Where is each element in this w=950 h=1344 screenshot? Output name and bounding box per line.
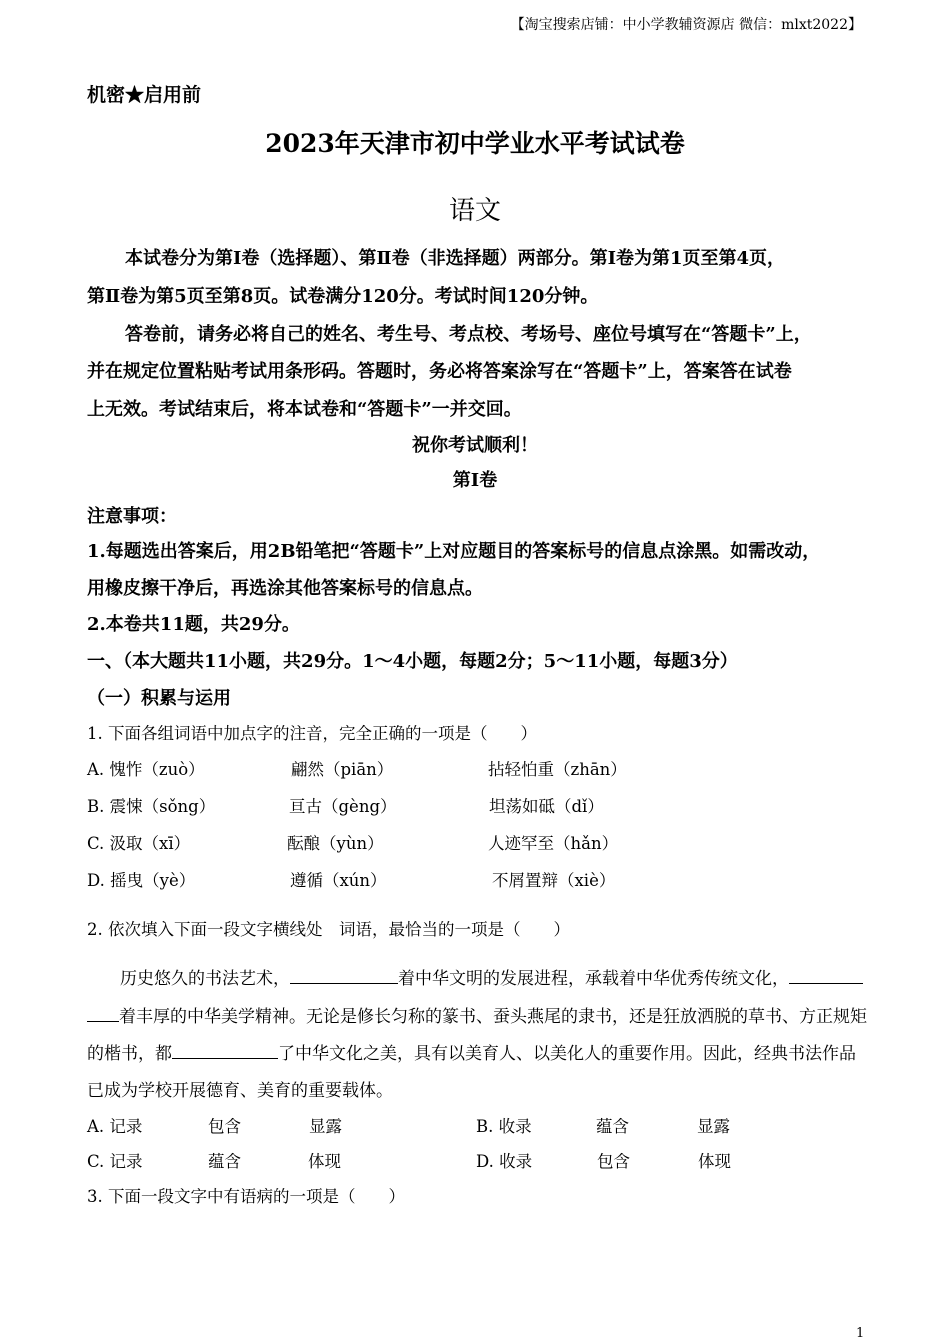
section-heading: 一、（本大题共11小题，共29分。1～4小题，每题2分；5～11小题，每题3分） xyxy=(87,651,738,672)
passage-text: 着中华文明的发展进程，承载着中华优秀传统文化， xyxy=(398,969,789,989)
q2-option-d: D. 收录 xyxy=(476,1152,533,1171)
secret-mark: 机密★启用前 xyxy=(87,84,202,106)
subsection-heading: （一）积累与运用 xyxy=(87,688,231,709)
q2-option-c: 蕴含 xyxy=(208,1152,241,1171)
fill-blank xyxy=(290,965,398,984)
fill-blank xyxy=(87,1003,119,1022)
q1-option-a: A. 愧怍（zuò） xyxy=(87,760,205,779)
passage-text: 历史悠久的书法艺术， xyxy=(120,969,290,989)
passage-line xyxy=(120,964,863,989)
passage-line: 已成为学校开展德育、美育的重要载体。 xyxy=(87,1081,393,1101)
page-number: 1 xyxy=(856,1326,865,1341)
passage-line xyxy=(87,1039,856,1064)
q1-option-b: B. 震悚（sǒng） xyxy=(87,797,216,816)
q2-option-a: 包含 xyxy=(208,1117,241,1136)
question-stem: 1. 下面各组词语中加点字的注音，完全正确的一项是（ ） xyxy=(87,724,537,743)
q2-option-b: B. 收录 xyxy=(476,1117,532,1136)
notice-item: 2.本卷共11题，共29分。 xyxy=(87,614,300,635)
q2-option-d: 体现 xyxy=(698,1152,731,1171)
subject-title: 语文 xyxy=(448,196,501,226)
passage-text: 了中华文化之美，具有以美育人、以美化人的重要作用。因此，经典书法作品 xyxy=(278,1044,856,1064)
q2-option-a: A. 记录 xyxy=(87,1117,143,1136)
header-note: 【淘宝搜索店铺：中小学教辅资源店 微信：mlxt2022】 xyxy=(510,17,862,33)
q1-option-a: 翩然（piān） xyxy=(291,760,394,779)
q2-option-d: 包含 xyxy=(597,1152,630,1171)
fill-blank xyxy=(172,1040,278,1059)
q2-option-b: 蕴含 xyxy=(596,1117,629,1136)
intro-line: 上无效。考试结束后，将本试卷和“答题卡”一并交回。 xyxy=(87,399,522,420)
passage-line xyxy=(87,1002,867,1027)
q1-option-d: 不屑置辩（xiè） xyxy=(492,871,616,890)
q2-option-a: 显露 xyxy=(309,1117,342,1136)
intro-line: 答卷前，请务必将自己的姓名、考生号、考点校、考场号、座位号填写在“答题卡”上， xyxy=(125,324,812,345)
q1-option-d: D. 摇曳（yè） xyxy=(87,871,196,890)
q1-option-c: 人迹罕至（hǎn） xyxy=(488,834,619,853)
blessing: 祝你考试顺利！ xyxy=(412,435,538,456)
q1-option-a: 拈轻怕重（zhān） xyxy=(488,760,627,779)
passage-text: 的楷书，都 xyxy=(87,1044,172,1064)
passage-text: 着丰厚的中华美学精神。无论是修长匀称的篆书、蚕头燕尾的隶书，还是狂放洒脱的草书、方正规矩 xyxy=(119,1007,867,1027)
question-stem: 3. 下面一段文字中有语病的一项是（ ） xyxy=(87,1187,405,1206)
q2-option-c: 体现 xyxy=(308,1152,341,1171)
page-title: 2023年天津市初中学业水平考试试卷 xyxy=(265,129,685,158)
q1-option-c: C. 汲取（xī） xyxy=(87,834,191,853)
q1-option-d: 遵循（xún） xyxy=(290,871,387,890)
volume-title: 第Ⅰ卷 xyxy=(452,470,498,491)
notice-heading: 注意事项： xyxy=(87,506,177,527)
q1-option-b: 亘古（gèng） xyxy=(289,797,397,816)
q1-option-b: 坦荡如砥（dǐ） xyxy=(489,797,604,816)
intro-line: 本试卷分为第Ⅰ卷（选择题）、第Ⅱ卷（非选择题）两部分。第Ⅰ卷为第1页至第4页， xyxy=(125,248,786,269)
q2-option-c: C. 记录 xyxy=(87,1152,143,1171)
question-stem: 2. 依次填入下面一段文字横线处 词语，最恰当的一项是（ ） xyxy=(87,920,570,939)
q1-option-c: 酝酿（yùn） xyxy=(287,834,384,853)
notice-item: 用橡皮擦干净后，再选涂其他答案标号的信息点。 xyxy=(87,578,483,599)
fill-blank xyxy=(789,965,863,984)
notice-item: 1.每题选出答案后，用2B铅笔把“答题卡”上对应题目的答案标号的信息点涂黑。如需改动， xyxy=(87,541,821,562)
q2-option-b: 显露 xyxy=(697,1117,730,1136)
intro-line: 并在规定位置粘贴考试用条形码。答题时，务必将答案涂写在“答题卡”上，答案答在试卷 xyxy=(87,361,792,382)
intro-line: 第Ⅱ卷为第5页至第8页。试卷满分120分。考试时间120分钟。 xyxy=(87,286,599,307)
